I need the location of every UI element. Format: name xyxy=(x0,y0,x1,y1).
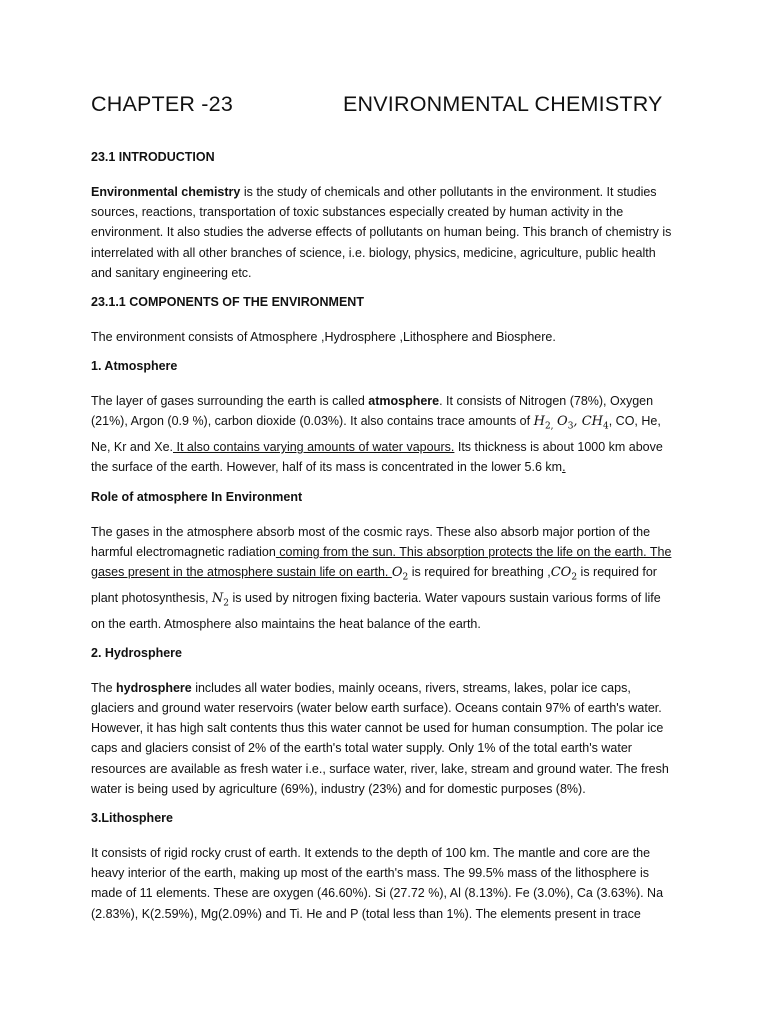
paragraph-components: The environment consists of Atmosphere ,Hydrosphere ,Lithosphere and Biosphere. xyxy=(91,330,556,345)
role-text-5: is used by nitrogen fixing bacteria. Water vapours sustain various forms of life on the earth. Atmosphere also maintains the heat balance of the earth. xyxy=(91,590,661,631)
section-heading-role-of-atmosphere: Role of atmosphere In Environment xyxy=(91,489,303,504)
hydrosphere-text-1: The xyxy=(91,680,117,695)
paragraph-introduction xyxy=(91,182,676,283)
section-heading-introduction: 23.1 INTRODUCTION xyxy=(91,150,215,164)
chapter-header xyxy=(91,92,676,132)
chapter-title: ENVIRONMENTAL CHEMISTRY xyxy=(343,92,663,116)
section-heading-components: 23.1.1 COMPONENTS OF THE ENVIRONMENT xyxy=(91,295,364,310)
paragraph-lithosphere: It consists of rigid rocky crust of earth. It extends to the depth of 100 km. The mantle and core are the heavy interior of the earth, making up most of the earth's mass. The 99.5% mass of the lithosphere is made of 11 elements. These are oxygen (46.60%). Si (27.72 %), Al (8.13%). Fe (3.0%), Ca (3.63%). Na (2.83%), K(2.59%), Mg(2.09%) and Ti. He and P (total less than 1%). The elements present in trace xyxy=(91,846,664,921)
paragraph-role-of-atmosphere xyxy=(91,522,676,634)
formula-n2: $N_2$ xyxy=(211,590,230,609)
atmosphere-text-5: Its thickness is about 1000 km above the surface of the earth. However, half of its mass is concentrated in the lower 5.6 km xyxy=(91,440,663,475)
role-text-3: is required for breathing , xyxy=(408,565,551,580)
formula-o3: $O_3$ xyxy=(557,414,574,433)
term-atmosphere: atmosphere xyxy=(368,394,440,409)
formula-ch4: $CH_4$ xyxy=(581,414,609,433)
formula-h2: $H_{2,}$ xyxy=(533,414,554,433)
chapter-number: CHAPTER -23 xyxy=(91,92,233,116)
atmosphere-text-6: . xyxy=(562,460,566,475)
role-text-1: The gases in the atmosphere absorb most of the cosmic rays. These also absorb major portion of the harmful electromagnetic radiation xyxy=(91,524,651,559)
role-text-4: is required for plant photosynthesis, xyxy=(91,565,657,605)
paragraph-hydrosphere xyxy=(91,678,676,799)
section-heading-hydrosphere: 2. Hydrosphere xyxy=(91,645,183,660)
intro-text: is the study of chemicals and other pollutants in the environment. It studies sources, reactions, transportation of toxic substances especially created by human activity in the environment. It also studies the adverse effects of pollutants on human being. This branch of chemistry is interrelated with all other branches of science, i.e. biology, physics, medicine, agriculture, public health and sanitary engineering etc. xyxy=(91,185,672,280)
atmosphere-text-1: The layer of gases surrounding the earth is called xyxy=(91,394,369,409)
role-text-2: coming from the sun. This absorption protects the life on the earth. The gases present in the atmosphere sustain life on earth. xyxy=(91,544,672,580)
formula-o2: $O_2$ xyxy=(391,565,409,583)
formula-co2: $CO_2$ xyxy=(550,565,578,583)
atmosphere-text-4: It also contains varying amounts of water vapours. xyxy=(173,440,455,455)
atmosphere-text-3: , CO, He, Ne, Kr and Xe. xyxy=(91,414,661,455)
term-hydrosphere: hydrosphere xyxy=(116,680,192,695)
term-environmental-chemistry: Environmental chemistry xyxy=(91,185,241,199)
hydrosphere-text-3: . Oceans contain 97% of earth's water. However, it has high salt contents thus this water cannot be used for human consumption. The polar ice caps and glaciers consist of 2% of the earth's total water supply. Only 1% of the total earth's water resources are available as fresh water i.e., surface water, river, lake, stream and ground water. The fresh water is being used by agriculture (69%), industry (23%) and for domestic purposes (8%). xyxy=(91,701,669,796)
section-heading-lithosphere: 3.Lithosphere xyxy=(91,811,173,826)
atmosphere-text-2: . It consists of Nitrogen (78%), Oxygen (21%), Argon (0.9 %), carbon dioxide (0.03%). It also contains trace amounts of xyxy=(91,394,654,429)
section-heading-atmosphere: 1. Atmosphere xyxy=(91,359,178,374)
hydrosphere-text-2: includes all water bodies, mainly oceans, rivers, streams, lakes, polar ice caps, glaciers and ground water reservoirs (water below earth surface) xyxy=(91,680,631,716)
paragraph-atmosphere: The layer of gases surrounding the earth is called atmosphere. It consists of Nitrogen (78%), Oxygen (21%), Argon (0.9 %), carbon dioxide (0.03%). It also contains trace amounts of $H_{2,}$ $O_3$, $CH_4$, CO, He, Ne, Kr and Xe. It also contains varying amounts of water vapours. Its thickness is about 1000 km above the surface of the earth. However, half of its mass is concentrated in the lower 5.6 km. xyxy=(91,394,663,475)
